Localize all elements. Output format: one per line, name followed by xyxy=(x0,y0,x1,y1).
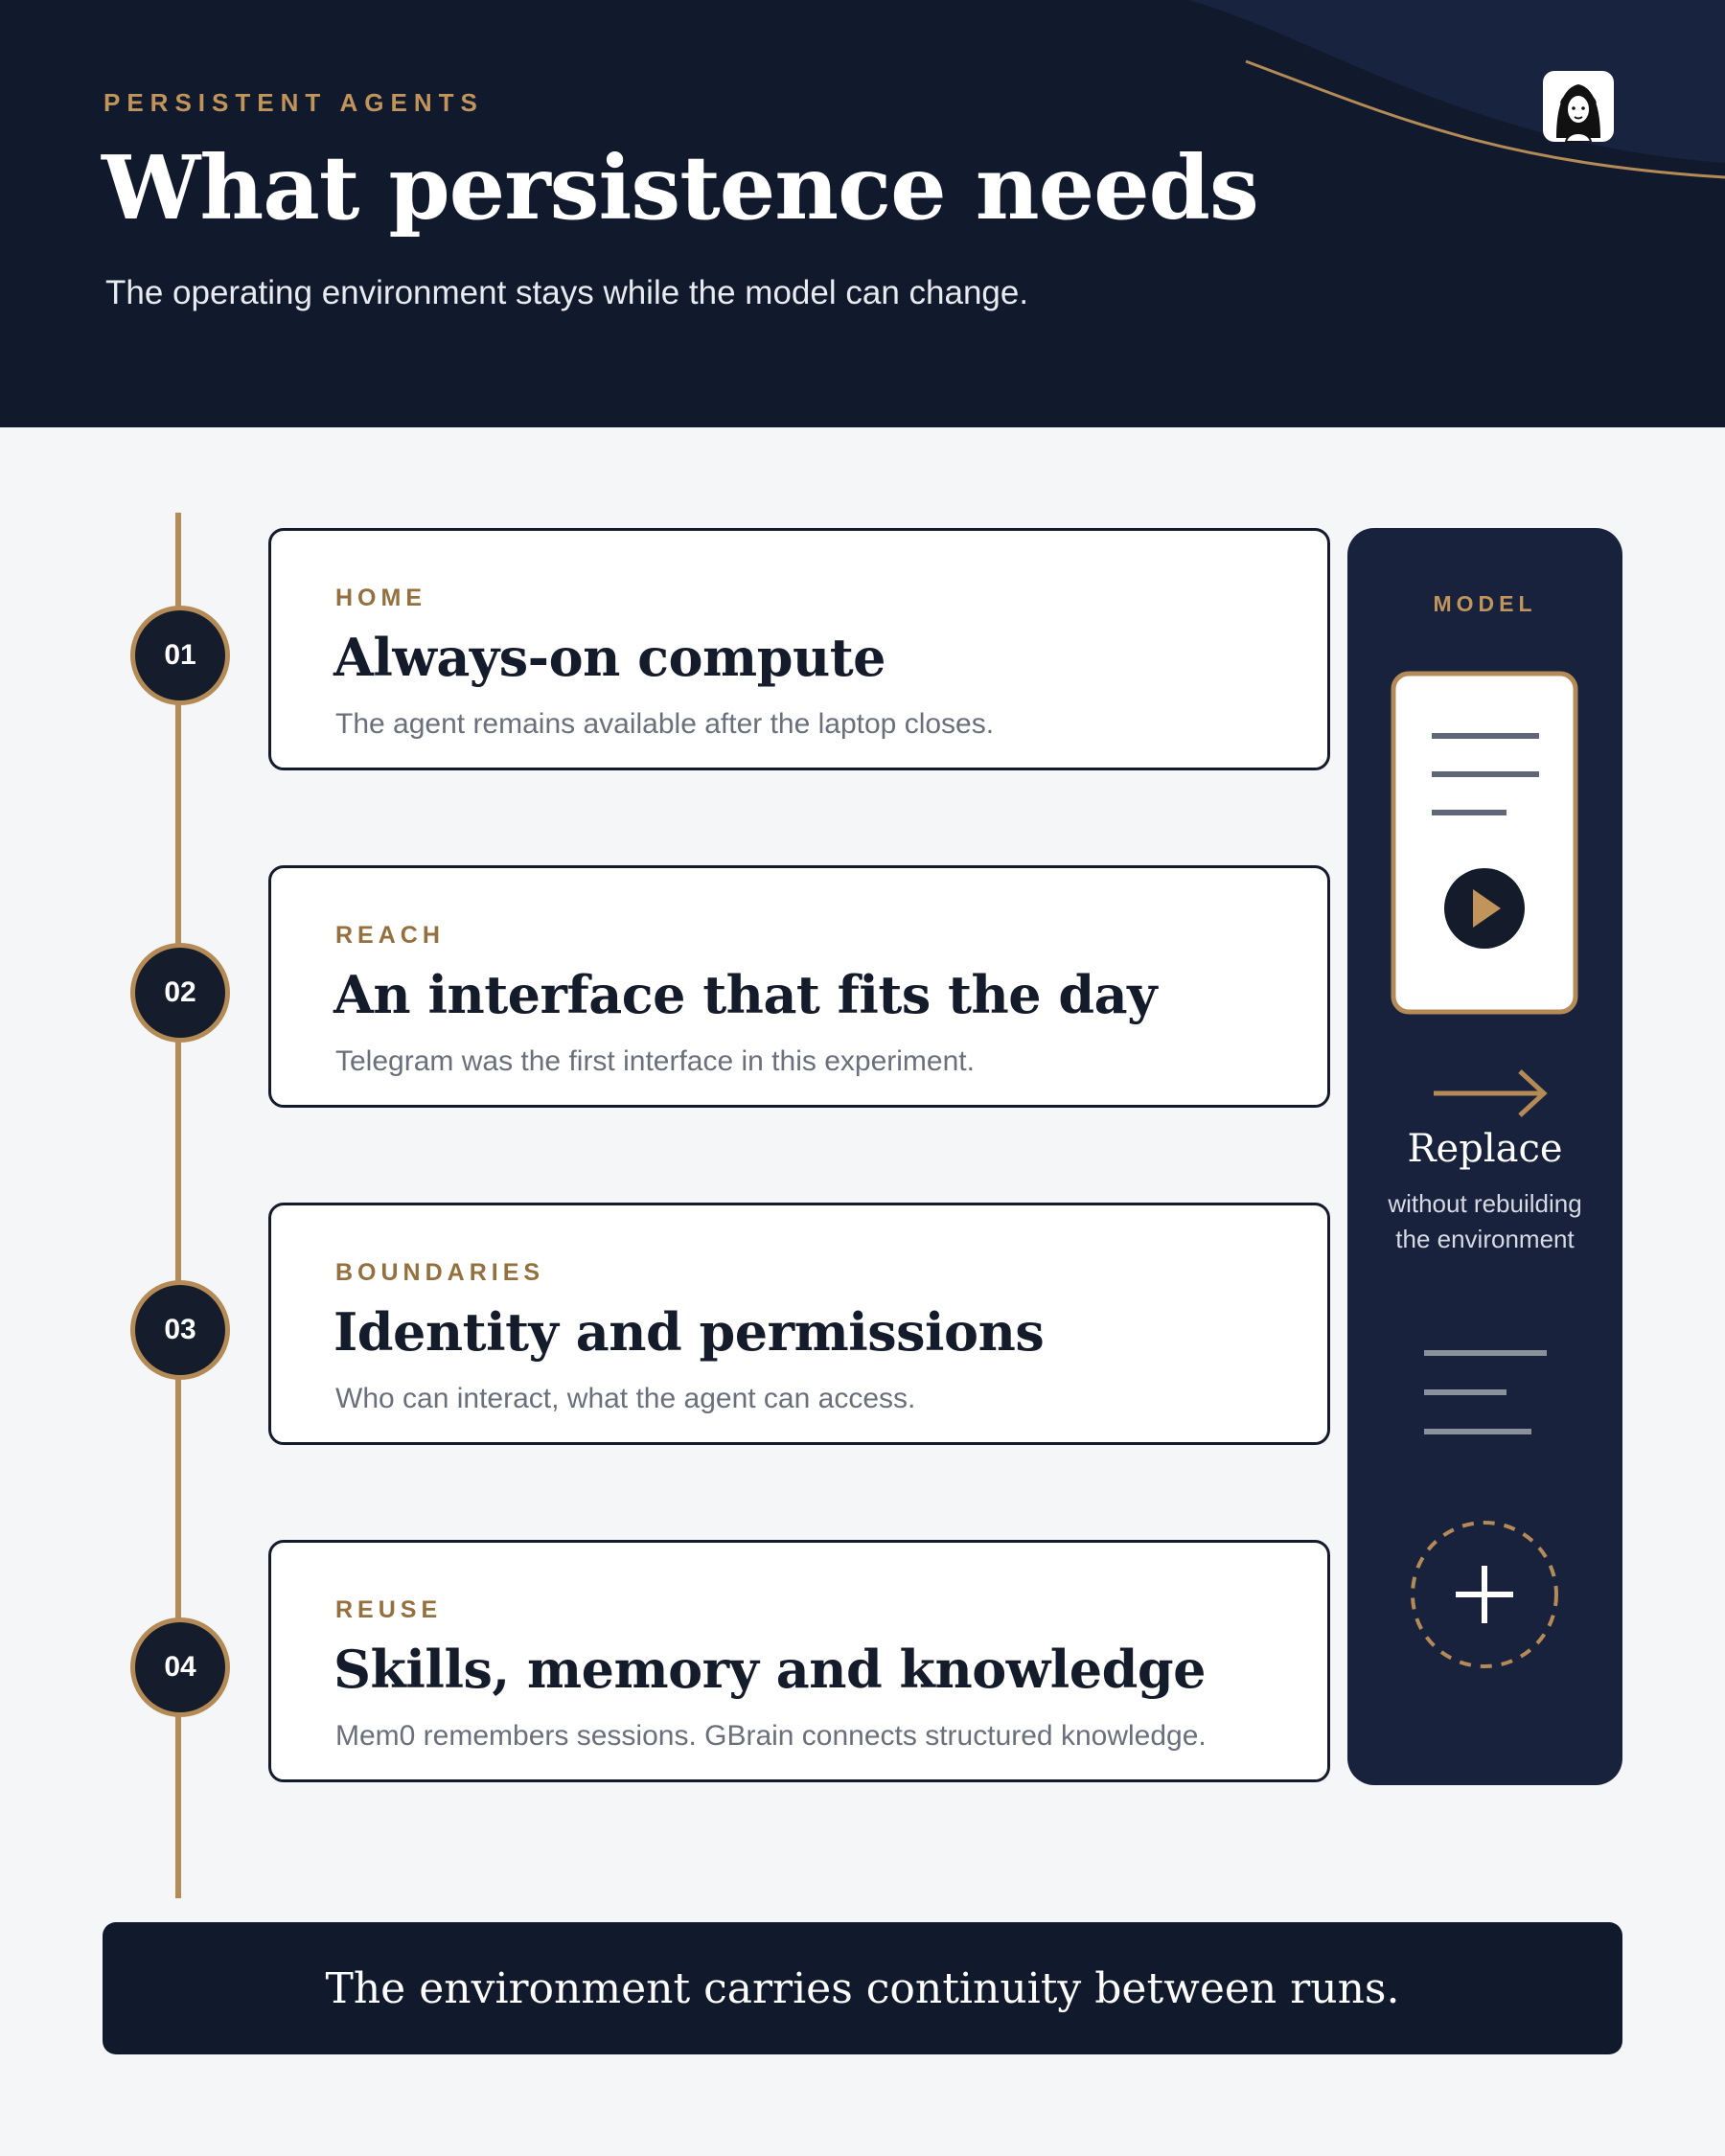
step-badge-4: 04 xyxy=(130,1617,230,1717)
avatar[interactable] xyxy=(1543,71,1614,142)
lines-icon xyxy=(1424,1353,1547,1432)
card-tag: HOME xyxy=(335,585,426,611)
card-description: Who can interact, what the agent can access. xyxy=(335,1383,916,1414)
replace-subtitle-line-2: the environment xyxy=(1395,1225,1575,1253)
step-card-home xyxy=(268,528,1330,770)
card-tag: BOUNDARIES xyxy=(335,1259,545,1286)
card-title: Always-on compute xyxy=(334,627,886,688)
card-title: Skills, memory and knowledge xyxy=(334,1639,1206,1700)
step-card-boundaries xyxy=(268,1203,1330,1445)
step-badge-3: 03 xyxy=(130,1280,230,1380)
replace-title: Replace xyxy=(1407,1127,1563,1171)
step-badge-1: 01 xyxy=(130,606,230,705)
card-tag: REUSE xyxy=(335,1596,443,1623)
card-tag: REACH xyxy=(335,922,445,949)
model-panel xyxy=(1347,528,1622,1785)
card-description: The agent remains available after the laptop closes. xyxy=(335,708,995,740)
footer-banner xyxy=(103,1922,1622,2054)
card-title: Identity and permissions xyxy=(334,1301,1045,1363)
step-card-reach xyxy=(268,865,1330,1108)
card-description: Mem0 remembers sessions. GBrain connects structured knowledge. xyxy=(335,1720,1207,1752)
play-icon xyxy=(1444,868,1525,949)
card-description: Telegram was the first interface in this experiment. xyxy=(335,1045,975,1077)
plus-icon xyxy=(1413,1523,1556,1666)
step-card-reuse xyxy=(268,1540,1330,1782)
page-title: What persistence needs xyxy=(102,136,1258,240)
step-badge-2: 02 xyxy=(130,943,230,1043)
avatar-portrait-icon xyxy=(1543,71,1614,142)
arrow-right-icon xyxy=(1434,1071,1544,1115)
replace-subtitle-line-1: without rebuilding xyxy=(1388,1189,1582,1218)
header xyxy=(0,0,1725,427)
eyebrow-label: PERSISTENT AGENTS xyxy=(104,88,484,117)
page-subtitle: The operating environment stays while the model can change. xyxy=(105,274,1029,311)
footer-text: The environment carries continuity between runs. xyxy=(325,1963,1400,2013)
card-title: An interface that fits the day xyxy=(334,964,1158,1025)
replace-subtitle xyxy=(1347,1186,1622,1257)
model-label: MODEL xyxy=(1433,591,1537,616)
model-card-icon xyxy=(1393,674,1576,1012)
